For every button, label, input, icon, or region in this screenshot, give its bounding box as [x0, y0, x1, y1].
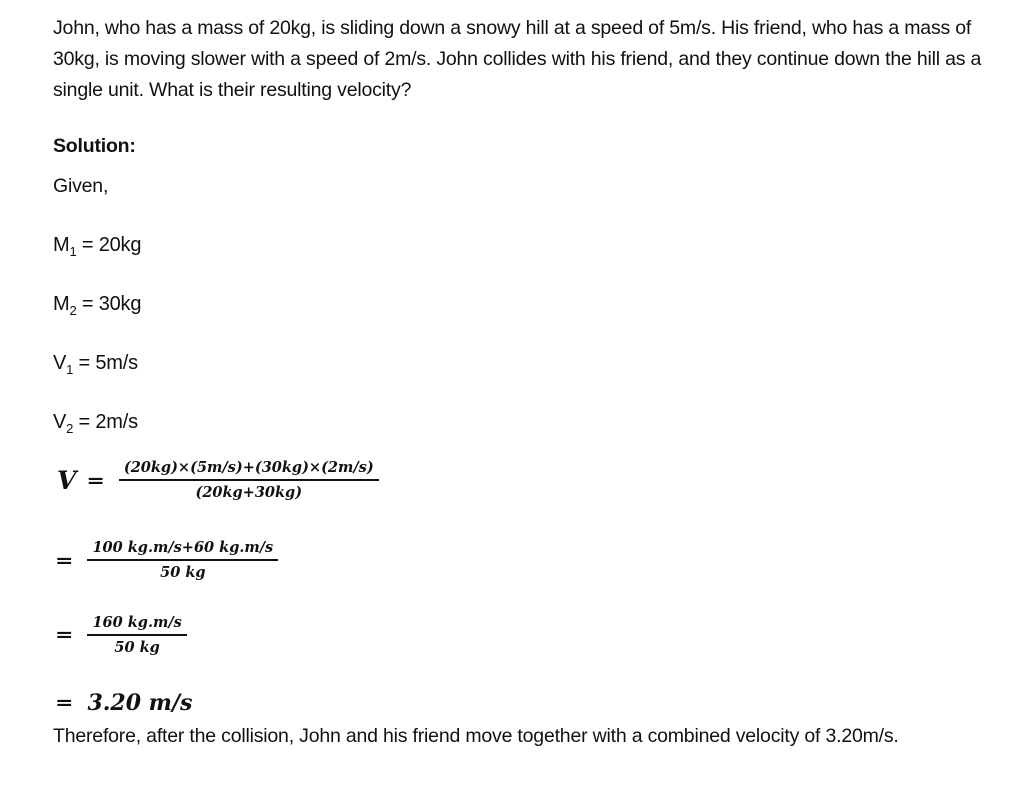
equals-sign: = [55, 691, 74, 714]
given-value: = 2m/s [73, 411, 138, 433]
given-value: = 20kg [76, 234, 142, 256]
given-value: = 30kg [76, 293, 142, 315]
given-velocity-2 [53, 411, 986, 434]
given-symbol: M [53, 234, 70, 256]
fraction [87, 614, 186, 657]
given-label: Given, [53, 175, 109, 197]
given-mass-2 [53, 293, 986, 316]
given-subscript: 2 [69, 303, 77, 318]
equals-sign: = [55, 624, 74, 647]
given-velocity-1 [53, 352, 986, 375]
fraction-numerator: (20kg)×(5m/s)+(30kg)×(2m/s) [119, 459, 379, 481]
equals-sign: = [86, 469, 105, 492]
fraction [87, 539, 278, 582]
given-mass-1 [53, 234, 986, 257]
equation-variable: V [57, 466, 77, 496]
fraction-numerator: 160 kg.m/s [87, 614, 186, 636]
given-subscript: 1 [66, 362, 74, 377]
equals-sign: = [55, 549, 74, 572]
solution-heading: Solution: [53, 135, 136, 157]
problem-statement: John, who has a mass of 20kg, is sliding down a snowy hill at a speed of 5m/s. His friend, who has a mass of 30kg, is moving slower with a speed of 2m/s. John collides with his friend, and they continue down the hill as a single unit. What is their resulting velocity? [53, 17, 982, 101]
fraction-denominator: (20kg+30kg) [195, 484, 303, 502]
fraction-denominator: 50 kg [114, 638, 160, 656]
equation-momentum-formula [57, 459, 986, 502]
fraction-denominator: 50 kg [160, 564, 206, 582]
fraction-numerator: 100 kg.m/s+60 kg.m/s [87, 539, 278, 561]
result-value: 3.20 m/s [87, 689, 193, 716]
given-subscript: 1 [69, 244, 77, 259]
equation-step-sum [55, 539, 986, 582]
given-symbol: V [53, 352, 67, 374]
equation-result [55, 690, 986, 716]
given-subscript: 2 [66, 421, 74, 436]
given-value: = 5m/s [73, 352, 138, 374]
equation-step-total [55, 614, 986, 657]
conclusion-statement: Therefore, after the collision, John and his friend move together with a combined velocity of 3.20m/s. [53, 724, 899, 747]
given-symbol: M [53, 293, 70, 315]
given-symbol: V [53, 411, 67, 433]
fraction [119, 459, 379, 502]
